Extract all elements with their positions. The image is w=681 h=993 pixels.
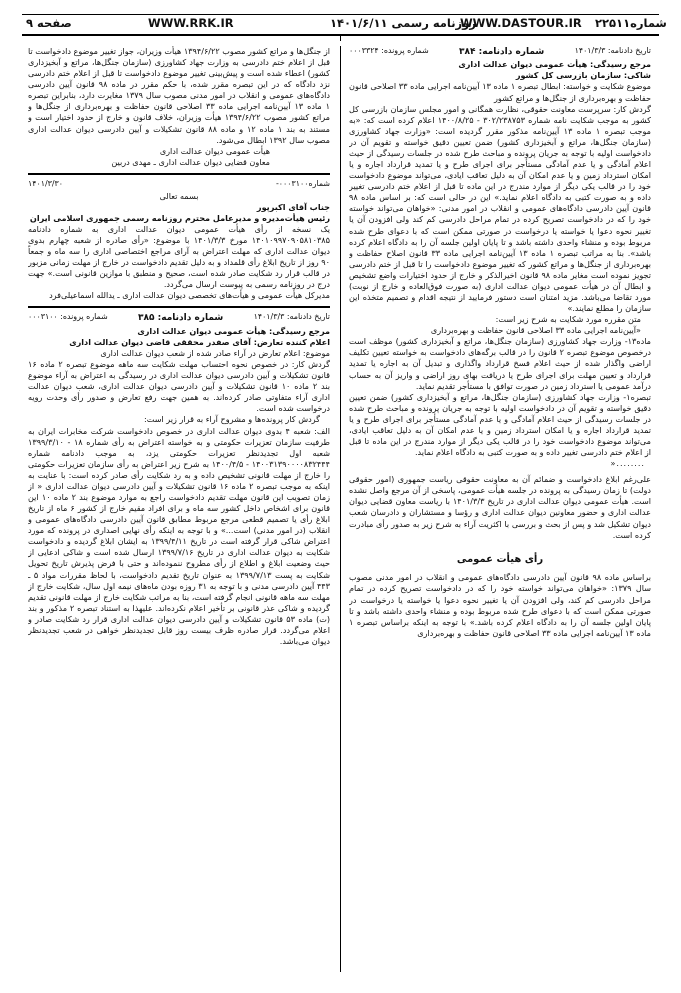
case2-summary-heading: گردش کار پرونده‌ها و مشروح آراء به قرار زیر است: [144,414,320,425]
letter-meta-row [28,179,330,190]
case2-meta-row [28,312,330,324]
letter-date: ۱۴۰۱/۳/۳۰ [28,178,63,188]
case2-ruling-number: شماره دادنامه: ۳۸۵ [138,313,224,324]
page-number: صفحه ۹ [26,16,72,30]
signature-general-board: هیأت عمومی دیوان عدالت اداری [159,145,270,156]
case1-authority: مرجع رسیدگی: هیأت عمومی دیوان عدالت اداری [458,59,651,70]
case2-subject: موضوع: اعلام تعارض در آراء صادر شده از شعب دیوان عدالت اداری [100,347,330,358]
newspaper-title-date: روزنامه رسمی ۱۴۰۱/۶/۱۱ [330,16,476,30]
case1-meta-row [349,46,651,58]
header-divider-mark [340,34,341,41]
case1-proceedings: گردش کار: سرپرست معاونت حقوقی، نظارت همگانی و امور مجلس سازمان بازرسی کل کشور به موجب شکایت نامه شماره ۳۰۲/۲۳۸۷۵۳ - ۱۴۰۰/۸/۲۵ اعلام کرده است که: «به موجب تبصره ۱ ماده ۱۳ آیین‌نامه مذکور مقرر گردیده است: «وزارت جهاد کشاورزی (سازمان جنگل‌ها، مراتع و آبخیزداری کشور) ضمن تعیین دقیق خواسته و تقویم آن در دادخواست اولیه با توجه به جریان پرونده و مباحث طرح شده در جلسات رسیدگی از حیث اعلام آمادگی و یا عدم آمادگی مستأجر برای اجرای طرح و یا تمدید قرارداد اجاره و یا امکان استرداد زمین و یا عدم امکان آن به دلیل تعاقب ایادی، می‌تواند موضوع دادخواست خود را در قالب یکی دیگر از موارد مندرج در این ماده تا قبل از اعلام ختم دادرسی تغییر داده و به صورت کتبی به دادگاه اعلام نماید.» این در حالی است که: بر اساس ماده ۹۸ قانون آیین دادرسی دادگاه‌های عمومی و انقلاب در امور مدنی: «خواهان می‌تواند خواسته خود را که در دادخواست تصریح کرده در تمام مراحل دادرسی کم کند ولی افزودن آن یا تغییر نحوه دعوا یا خواسته یا درخواست در صورتی ممکن است که با دعوای طرح شده مربوط بوده و منشاء واحدی داشته باشد و تا پایان اولین جلسه آن را به دادگاه اعلام کرده باشد». بنا به مراتب تبصره ۱ ماده ۱۳ آیین‌نامه اجرایی ماده ۳۳ قانون اصلاح حفاظت و بهره‌برداری از جنگل‌ها و مراتع کشور که تغییر موضوع دادخواست را تا قبل از ختم دادرسی تجویز نموده است مغایر ماده ۹۸ قانون اخیرالذکر و خارج از حدود اختیارات واضع تشخیص و ابطال آن در هیأت عمومی دیوان عدالت اداری (به صورت فوق‌العاده و خارج از نوبت) مورد تقاضا می‌باشد. مزید امتنان است دستور فرمایید از نتیجه اقدام و تصمیم متخذه این سازمان را مطلع نمایند.» [349,103,651,314]
case1-plaintiff: شاکی: سازمان بازرسی کل کشور [515,70,651,81]
letter-file-number: شماره۰۰۰۳۱۰۰- [275,178,330,188]
signature-judicial-deputy: معاون قضایی دیوان عدالت اداری ـ مهدی دربین [111,156,270,167]
section-divider-2 [28,306,330,308]
case2-proceedings: گردش کار: در خصوص نحوه احتساب مهلت شکایت سه ماهه موضوع تبصره ۲ ماده ۱۶ قانون تشکیلات و آیین دادرسی دیوان عدالت اداری در رسیدگی به اعتراض به آراء موضوع بند ۲ ماده ۱۰ قانون تشکیلات و آیین دادرسی دیوان عدالت اداری، شعب دیوان عدالت اداری آراء متفاوتی صادر کرده‌اند. به همین جهت رفع تعارض و صدور رأی وحدت رویه درخواست شده است. [28,359,330,414]
column-divider [340,46,341,972]
case1-opinion-title: رأی هیأت عمومی [456,553,544,565]
case1-text-intro: «آیین‌نامه اجرایی ماده ۳۳ اصلاحی قانون حفاظت و بهره‌برداری [430,325,641,336]
case1-article: ماده۱۳- وزارت جهاد کشاورزی (سازمان جنگل‌ها، مراتع و آبخیزداری کشور) موظف است درخصوص موضوع تبصره ۲ قانون را در قالب برگه‌های دادخواست به خواسته تعیین تکلیف اراضی واگذار شده از حیث اعلام فسخ قرارداد واگذاری و تبدیل آن به اجاره یا تمدید قرارداد و تعیین مهلت برای اجرای طرح یا دریافت بهای روز اراضی و واریز آن به حساب درآمد عمومی یا استرداد زمین در صورت توافق با مستأجر تقدیم نماید. [349,336,651,391]
case2-conflict-reporter: اعلام کننده تعارض: آقای صفدر محققی قاضی دیوان عدالت اداری [69,336,330,347]
right-column [349,46,651,972]
case1-note1: تبصره۱- وزارت جهاد کشاورزی (سازمان جنگل‌ها، مراتع و آبخیزداری کشور) ضمن تعیین دقیق خواسته و تقویم آن در دادخواست اولیه با توجه به جریان پرونده و مباحث طرح شده در جلسات رسیدگی از حیث اعلام آمادگی و یا عدم آمادگی مستأجر برای اجرای طرح و یا تمدید قرارداد اجاره و یا امکان استرداد زمین و یا عدم امکان آن به دلیل تعاقب ایادی، می‌تواند موضوع دادخواست خود را در قالب یکی دیگر از موارد مندرج در این ماده تا قبل از اعلام ختم دادرسی تغییر داده و به صورت کتبی به دادگاه اعلام نماید. [349,391,651,458]
case1-date: تاریخ دادنامه: ۱۴۰۱/۳/۳ [574,46,651,55]
page-header [0,0,681,46]
case2-file-number: شماره پرونده: ۰۰۰۳۱۰۰ [28,312,108,322]
case1-response: علی‌رغم ابلاغ دادخواست و ضمائم آن به معاونت حقوقی ریاست جمهوری (امور حقوقی دولت) تا زمان رسیدگی به پرونده در جلسه هیأت عمومی، پاسخی از آن مرجع واصل نشده است. هیأت عمومی دیوان عدالت اداری در تاریخ ۱۴۰۱/۳/۳ با ریاست معاون قضایی دیوان عدالت اداری و حضور معاونین دیوان عدالت اداری و رؤسا و مستشاران و دادرسان شعب دیوان تشکیل شد و پس از بحث و بررسی با اکثریت آراء به شرح زیر به صدور رأی مبادرت کرده است. [349,474,651,540]
letter-basmala: بسمه تعالی [159,190,199,201]
case2-case-a: الف: شعبه ۴ بدوی دیوان عدالت اداری در خصوص دادخواست شرکت مخابرات ایران به طرفیت سازمان تعزیرات حکومتی و به خواسته اعتراض به رأی شماره ۱۸ - ۱۳۹۹/۳/۱۰ شعبه اول تجدیدنظر تعزیرات حکومتی یزد، به موجب دادنامه شماره ۱۴۰۰۳۱۳۹۰۰۰۰۸۳۲۴۴۴ - ۱۴۰۰/۴/۵ به شرح زیر اعتراض به رأی سازمان تعزیرات حکومتی را خارج از مهلت قانونی تشخیص داده و به رد شکایت رأی صادر کرده است: با عنایت به اینکه به موجب تبصره ۲ ماده ۱۶ قانون تشکیلات و آیین دادرسی دیوان عدالت اداری « از زمان تصویب این قانون مهلت تقدیم دادخواست راجع به موارد موضوع بند ۲ ماده ۱۰ این قانون برای اشخاص داخل کشور سه ماه و برای افراد مقیم خارج از کشور ۶ ماه از تاریخ ابلاغ رأی یا تصمیم قطعی مرجع مربوط مطابق قانون آیین دادرسی دادگاه‌های عمومی و انقلاب (در امور مدنی) است...» و با توجه به اینکه رأی نهایی اصداری در پرونده که مورد اعتراض شاکی قرار گرفته است در تاریخ ۱۳۹۹/۴/۱۱ به ایشان ابلاغ گردیده و دادخواست شکایت به دیوان عدالت اداری در تاریخ ۱۳۹۹/۷/۱۶ ارسال شده است و شاکی ادعایی از حیث وضعیت ابلاغ و اطلاع از رأی مطروح ننموده‌اند و حتی با فرض پذیرش تاریخ تحویل شکایت به پست ۱۳۹۹/۷/۱۳ به عنوان تاریخ تقدیم دادخواست، با لحاظ مقررات مواد ۵ ـ ۴۴۳ آیین دادرسی مدنی و با توجه به ۳۱ روزه بودن ماه‌های نیمه اول سال، شکایت خارج از مهلت سه ماهه قانونی انجام گرفته است، بنا به مراتب شکایت خارج از مهلت قانونی تقدیم گردیده و شاکی عذر قانونی بر تأخیر اعلام نکرده‌اند. علیهذا به استناد تبصره ۲ مذکور و بند (ت) ماده ۵۳ قانون تشکیلات و آیین دادرسی دیوان عدالت اداری قرار رد شکایت صادر و اعلام می‌گردد. قرار صادره ظرف بیست روز قابل تجدیدنظر خواهی در شعب تجدیدنظر دیوان می‌باشد. [28,425,330,646]
rrk-website-link[interactable]: WWW.RRK.IR [148,16,234,30]
left-column [28,46,330,972]
dastour-website-link[interactable]: WWW.DASTOUR.IR [460,16,582,30]
case2-authority: مرجع رسیدگی: هیأت عمومی دیوان عدالت اداری [137,325,330,336]
case1-opinion-continuation: از جنگل‌ها و مراتع کشور مصوب ۱۳۹۴/۶/۲۲ هیأت وزیران، جواز تغییر موضوع دادخواست تا قبل از اعلام ختم دادرسی به وزارت جهاد کشاورزی (سازمان جنگل‌ها، مراتع و آبخیزداری کشور) اعطاء شده است و پیش‌بینی تغییر موضوع دادخواست تا قبل از اعلام ختم دادرسی نزد دادگاه که در این تبصره مقرر شده، با حکم مقرر در ماده ۹۸ قانون آیین دادرسی دادگاه‌های عمومی و انقلاب در امور مدنی مصوب سال ۱۳۷۹ مغایرت دارد، بنابراین تبصره ۱ ماده ۱۳ آیین‌نامه اجرایی ماده ۳۳ اصلاحی قانون حفاظت و بهره‌برداری از جنگل‌ها و مراتع کشور مصوب ۱۳۹۴/۶/۲۲ هیأت وزیران، خلاف قانون و خارج از حدود اختیار است و مستند به بند ۱ ماده ۱۲ و ماده ۸۸ قانون تشکیلات و آیین دادرسی دیوان عدالت اداری مصوب سال ۱۳۹۲ ابطال می‌شود. [28,46,330,145]
case1-file-number: شماره پرونده: ۰۰۰۳۳۲۴ [349,46,429,55]
letter-recipient: جناب آقای اکبرپور [256,201,330,212]
letter-body: یک نسخه از رأی هیأت عمومی دیوان عدالت اداری به شماره دادنامه ۱۴۰۱۰۹۹۷۰۹۰۵۸۱۰۳۸۵ مورخ ۱۴۰۱/۳/۳ با موضوع: «رأی صادره از شعبه چهارم بدوی دیوان عدالت اداری که مهلت اعتراض به آرای مراجع اختصاصی اداری را سه ماه و جمعاً ۹۰ روز از تاریخ ابلاغ رأی قلمداد و به دلیل تقدیم دادخواست در خارج از مهلت زمانی مزبور در قالب قرار رد شکایت صادر شده است، صحیح و منطبق با موازین قانونی است.» جهت درج در روزنامه رسمی به پیوست ارسال می‌گردد. [28,223,330,290]
section-divider [28,173,330,175]
case2-date: تاریخ دادنامه: ۱۴۰۱/۳/۳ [253,312,330,322]
case1-subject: موضوع شکایت و خواسته: ابطال تبصره ۱ ماده ۱۳ آیین‌نامه اجرایی ماده ۳۳ اصلاحی قانون حفاظت و بهره‌برداری از جنگل‌ها و مراتع کشور [349,81,651,103]
letter-recipient-title: رئیس هیأت‌مدیره و مدیرعامل محترم روزنامه رسمی جمهوری اسلامی ایران [29,212,330,223]
letter-signature: مدیرکل هیأت عمومی و هیأت‌های تخصصی دیوان عدالت اداری ـ یدالله اسماعیلی‌فرد [49,290,330,301]
header-top-rule [22,14,659,15]
issue-number: شماره۲۲۵۱۱ [595,16,667,30]
case1-opinion: براساس ماده ۹۸ قانون آیین دادرسی دادگاه‌های عمومی و انقلاب در امور مدنی مصوب سال ۱۳۷۹: «خواهان می‌تواند خواسته خود را که در دادخواست تصریح کرده در تمام مراحل دادرسی کم کند، ولی افزودن آن یا تغییر نحوه دعوا یا خواسته یا درخواست در صورتی ممکن است که با دعوای طرح شده مربوط بوده و منشاء واحدی داشته باشد و تا پایان اولین جلسه آن را به دادگاه اعلام کرده باشد.» با توجه به اینکه براساس تبصره ۱ ماده ۱۳ آیین‌نامه اجرایی ماده ۳۳ اصلاحی قانون حفاظت و بهره‌برداری [349,572,651,638]
case1-ruling-number: شماره دادنامه: ۳۸۴ [459,47,545,57]
case1-ellipsis: ........« [610,458,645,469]
case1-text-heading: متن مقرره مورد شکایت به شرح زیر است: [495,314,641,325]
